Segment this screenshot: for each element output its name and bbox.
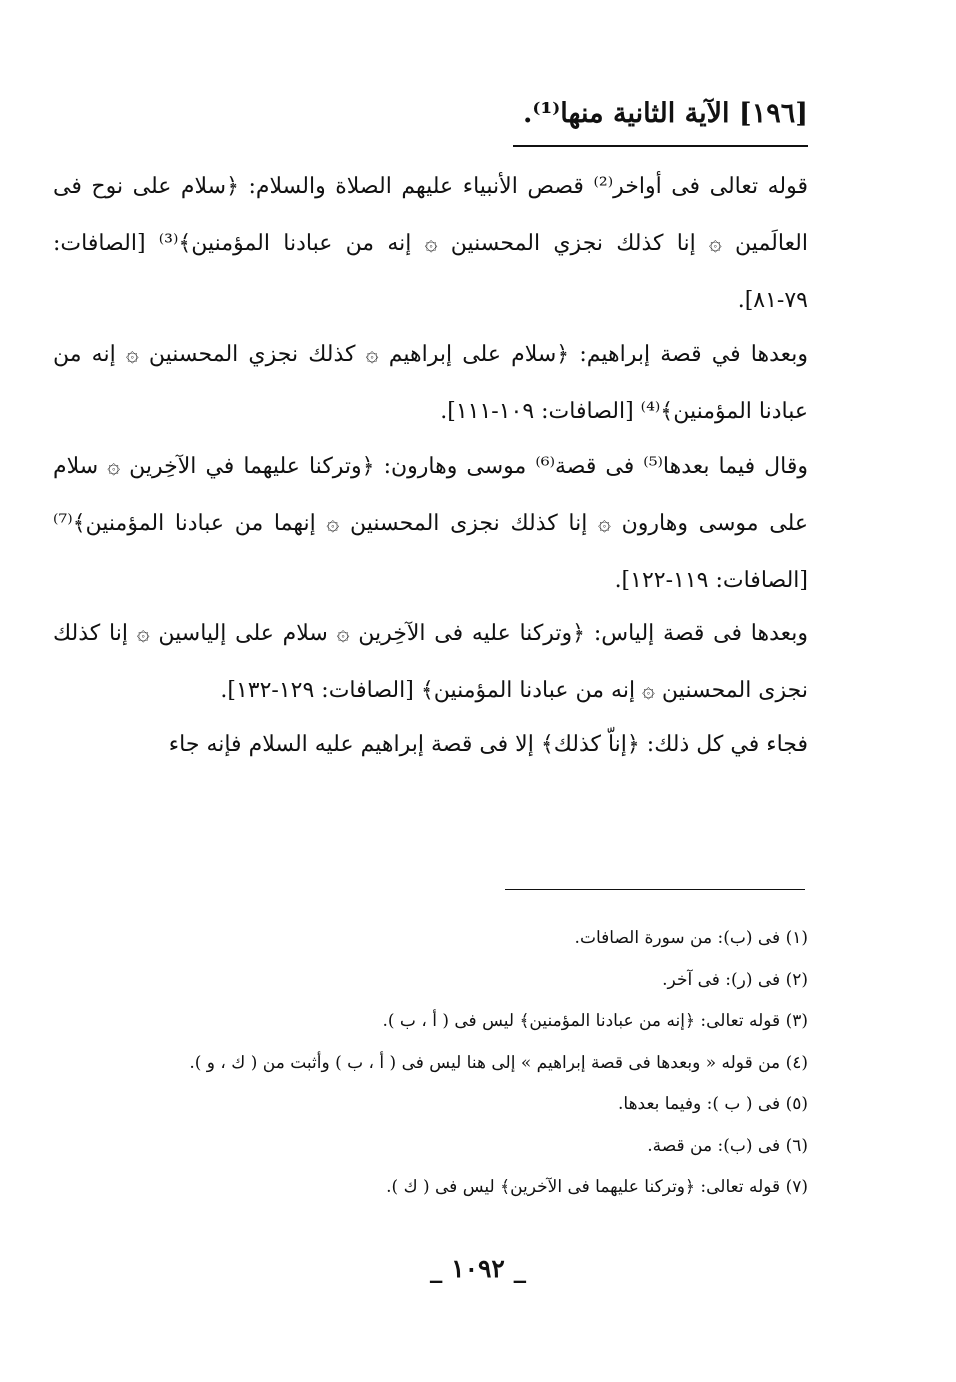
footnote-1: (١) فى (ب): من سورة الصافات.: [574, 928, 808, 948]
page-number: _ ١٠٩٢ _: [429, 1254, 527, 1283]
footnote-5: (٥) فى ( ب ): وفيما بعدها.: [617, 1094, 808, 1114]
footnote-separator: [505, 889, 805, 890]
footnote-4: (٤) من قوله « وبعدها فى قصة إبراهيم » إلى هنا ليس فى ( أ ، ب ) وأثبت من ( ك ، و ).: [189, 1052, 808, 1073]
footnote-2: (٢) فى (ر): فى آخر.: [662, 969, 808, 990]
paragraph-4: وبعدها فى قصة إلياس: ﴿وتركنا عليه فى الآخِرين ۞ سلام على إلياسين ۞ إنا كذلك نجزى المحسنين ۞ إنه من عبادنا المؤمنين﴾ [الصافات: ١٢٩-١٣٢].: [53, 621, 808, 703]
heading-underline: [513, 145, 808, 147]
paragraph-5: فجاء في كل ذلك: ﴿إناّ كذلك﴾ إلا فى قصة إبراهيم عليه السلام فإنه جاء: [168, 732, 808, 757]
footnote-6: (٦) فى (ب): من قصة.: [647, 1135, 808, 1156]
paragraph-3: وقال فيما بعدها⁽⁵⁾ فى قصة⁽⁶⁾ موسى وهارون: ﴿وتركنا عليهما في الآخِرين ۞ سلام على موسى وهارون ۞ إنا كذلك نجزى المحسنين ۞ إنهما من عبادنا المؤمنين﴾⁽⁷⁾ [الصافات: ١١٩-١٢٢].: [53, 454, 808, 593]
section-heading: [١٩٦] الآية الثانية منها⁽¹⁾.: [522, 98, 808, 129]
paragraph-1: قوله تعالى فى أواخر⁽²⁾ قصص الأنبياء عليهم الصلاة والسلام: ﴿سلام على نوح فى العالَمين ۞ إنا كذلك نجزي المحسنين ۞ إنه من عبادنا المؤمنين﴾⁽³⁾ [الصافات: ٧٩-٨١].: [53, 174, 808, 313]
paragraph-2: وبعدها في قصة إبراهيم: ﴿سلام على إبراهيم ۞ كذلك نجزي المحسنين ۞ إنه من عبادنا المؤمنين﴾⁽⁴⁾ [الصافات: ١٠٩-١١١].: [53, 342, 808, 424]
footnote-3: (٣) قوله تعالى: ﴿إنه من عبادنا المؤمنين﴾ ليس فى ( أ ، ب ).: [382, 1011, 808, 1031]
footnote-7: (٧) قوله تعالى: ﴿وتركنا عليهما فى الآخرين﴾ ليس فى ( ك ).: [386, 1177, 808, 1197]
footnotes: [53, 918, 808, 1209]
